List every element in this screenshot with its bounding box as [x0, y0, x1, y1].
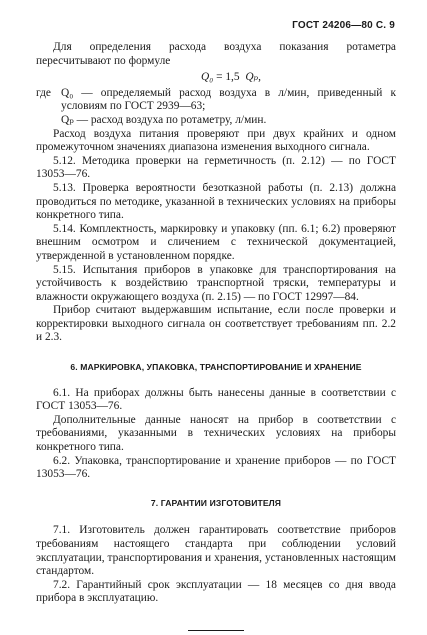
- definition-q0-text: Q₀ — определяемый расход воздуха в л/мин, приведенный к условиям по ГОСТ 2939—63;: [61, 86, 396, 113]
- paragraph-5-13: 5.13. Проверка вероятности безотказной работы (п. 2.13) должна проводиться по методике, указанной в технических условиях на приборы конкретного типа.: [36, 181, 396, 222]
- paragraph-7-2: 7.2. Гарантийный срок эксплуатации — 18 месяцев со дня ввода прибора в эксплуатацию.: [36, 578, 396, 605]
- definition-qp: Qₚ — расход воздуха по ротаметру, л/мин.: [61, 113, 267, 126]
- formula-rhs: Qₚ,: [245, 71, 261, 84]
- intro-paragraph: Для определения расхода воздуха показания ротаметра пересчитывают по формуле: [36, 41, 396, 67]
- formula-lhs: Q₀: [201, 71, 214, 84]
- paragraph-7-1: 7.1. Изготовитель должен гарантировать соответствие приборов требованиям настоящего стандарта при соблюдении условий эксплуатации, транспортирования и хранения, установленных настоящим стандартом.: [36, 524, 396, 578]
- definition-q0: [36, 87, 396, 114]
- page-header: ГОСТ 24206—80 С. 9: [292, 20, 395, 31]
- paragraph-air-check: Расход воздуха питания проверяют при двух крайних и одном промежуточном значениях диапазона изменения выходного сигнала.: [36, 127, 396, 154]
- paragraph-5-15-note: Прибор считают выдержавшим испытание, если после проверки и корректировки выходного сигнала он соответствует требованиям пп. 2.2 и 2.3.: [36, 304, 396, 344]
- paragraph-5-15: 5.15. Испытания приборов в упаковке для транспортирования на устойчивость к воздействию транспортной тряски, температуры и влажности окружающего воздуха (п. 2.15) — по ГОСТ 12997—84.: [36, 263, 396, 303]
- paragraph-6-1-note: Дополнительные данные наносят на прибор в соответствии с требованиями, указанными в технических условиях на приборы конкретного типа.: [36, 413, 396, 454]
- paragraph-6-2: 6.2. Упаковка, транспортирование и хранение приборов — по ГОСТ 13053—76.: [36, 454, 396, 481]
- paragraph-5-12: 5.12. Методика проверки на герметичность (п. 2.12) — по ГОСТ 13053—76.: [36, 154, 396, 181]
- section-title-7: 7. ГАРАНТИИ ИЗГОТОВИТЕЛЯ: [150, 497, 282, 508]
- end-rule: [188, 630, 244, 632]
- paragraph-5-14: 5.14. Комплектность, маркировку и упаковку (пп. 6.1; 6.2) проверяют внешним осмотром и сличением с технической документацией, утвержденной в установленном порядке.: [36, 222, 396, 262]
- paragraph-6-1: 6.1. На приборах должны быть нанесены данные в соответствии с ГОСТ 13053—76.: [36, 386, 396, 413]
- page-content: [36, 41, 396, 631]
- formula: [66, 71, 396, 85]
- formula-equals: =: [213, 71, 226, 84]
- definition-lead: где: [36, 86, 51, 99]
- formula-coefficient: 1,5: [225, 71, 240, 84]
- section-title-6: 6. МАРКИРОВКА, УПАКОВКА, ТРАНСПОРТИРОВАНИЕ И ХРАНЕНИЕ: [70, 362, 362, 373]
